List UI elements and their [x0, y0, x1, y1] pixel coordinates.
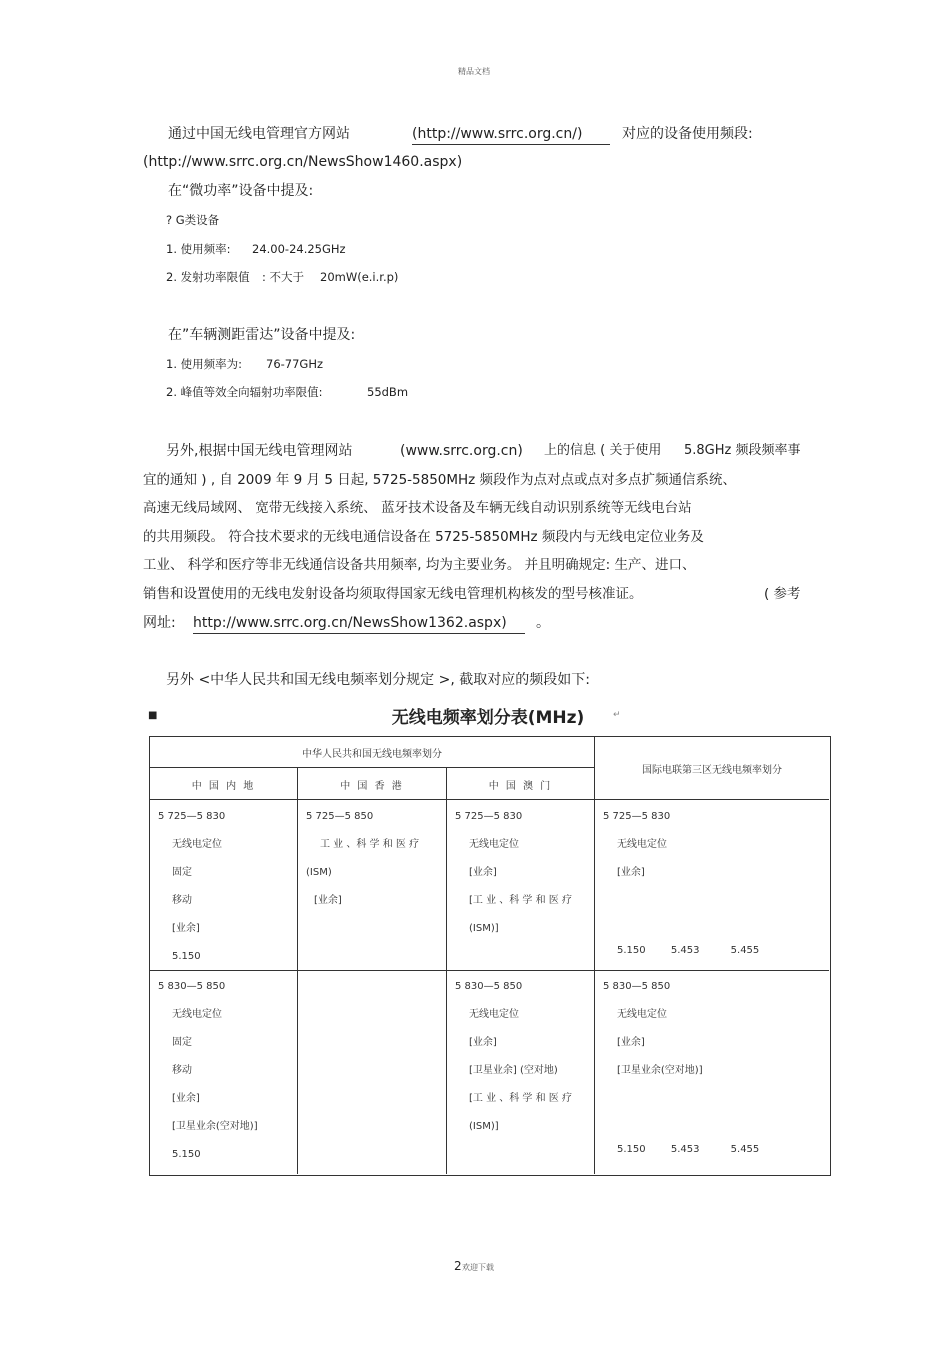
col-header-mainland: 中 国 内 地	[191, 781, 256, 792]
para2-l7a: 网址:	[143, 615, 176, 631]
radar-item2-value: 55dBm	[367, 385, 409, 399]
micro-item1-label: 1. 使用频率:	[166, 242, 231, 256]
header-label: 精品文档	[458, 67, 490, 76]
para2-l5: 工业、 科学和医疗等非无线通信设备共用频率, 均为主要业务。 并且明确规定: 生产、进口、	[143, 557, 696, 573]
para2-url: http://www.srrc.org.cn/NewsShow1362.aspx)	[193, 613, 525, 634]
para1-suffix: 对应的设备使用频段:	[622, 126, 753, 142]
micro-item1-value: 24.00-24.25GHz	[252, 242, 346, 256]
table-title: 无线电频率划分表(MHz)	[391, 708, 585, 728]
r1-itu: 5 725—5 830 无线电定位 [业余]	[603, 811, 671, 878]
para1-url1: (http://www.srrc.org.cn/)	[412, 124, 610, 145]
r2-itu-foot: 5.150 5.453 5.455	[617, 1144, 760, 1155]
micro-item2-mid: : 不大于	[262, 270, 305, 284]
r1-macau: 5 725—5 830 无线电定位 [业余] [工 业 、科 学 和 医 疗 (ISM)]	[455, 811, 572, 934]
para2-l1b: (www.srrc.org.cn)	[400, 443, 523, 459]
r1-hongkong: 5 725—5 850 工 业 、科 学 和 医 疗 (ISM) [业余]	[306, 811, 420, 906]
para2-l6a: 销售和设置使用的无线电发射设备均须取得国家无线电管理机构核发的型号核准证。	[143, 586, 643, 602]
footer-label: 欢迎下载	[462, 1263, 494, 1272]
r2-itu: 5 830—5 850 无线电定位 [业余] [卫星业余(空对地)]	[603, 981, 703, 1076]
r1-itu-foot: 5.150 5.453 5.455	[617, 945, 760, 956]
r1-mainland: 5 725—5 830 无线电定位 固定 移动 [业余] 5.150	[158, 811, 226, 962]
r2-macau: 5 830—5 850 无线电定位 [业余] [卫星业余] (空对地) [工 业 、科 学 和 医 疗 (ISM)]	[455, 981, 572, 1132]
para2-l2: 宜的通知 ) , 自 2009 年 9 月 5 日起, 5725-5850MHz 频段作为点对点或点对多点扩频通信系统、	[143, 472, 737, 488]
para1-url2: (http://www.srrc.org.cn/NewsShow1460.aspx)	[143, 154, 463, 170]
para2-l1c: 上的信息 ( 关于使用	[544, 443, 662, 458]
para1-prefix: 通过中国无线电管理官方网站	[168, 126, 350, 142]
para-mark-icon: ↵	[613, 710, 621, 720]
table-grid	[149, 736, 831, 1176]
micro-item2-label: 2. 发射功率限值	[166, 270, 250, 284]
radar-heading: 在”车辆测距雷达”设备中提及:	[168, 327, 356, 343]
para2-l3: 高速无线局域网、 宽带无线接入系统、 蓝牙技术设备及车辆无线自动识别系统等无线电台站	[143, 500, 692, 516]
para2-l4: 的共用频段。 符合技术要求的无线电通信设备在 5725-5850MHz 频段内与无线电定位业务及	[143, 529, 704, 545]
micro-heading: 在“微功率”设备中提及:	[168, 183, 314, 199]
col-header-macau: 中 国 澳 门	[488, 781, 553, 792]
bullet-icon: ■	[148, 710, 158, 721]
radar-item2-label: 2. 峰值等效全向辐射功率限值:	[166, 385, 323, 399]
group-header: 中华人民共和国无线电频率划分	[302, 749, 442, 760]
para2-l6b: ( 参考	[764, 586, 801, 602]
radar-item1-value: 76-77GHz	[266, 357, 324, 371]
para2-l1d: 5.8GHz 频段频率事	[684, 443, 801, 458]
frequency-allocation-table	[143, 702, 833, 1180]
micro-class: ? G类设备	[166, 213, 220, 227]
r2-mainland: 5 830—5 850 无线电定位 固定 移动 [业余] [卫星业余(空对地)] 5.150	[158, 981, 258, 1160]
para2-l7c: 。	[536, 615, 550, 631]
radar-item1-label: 1. 使用频率为:	[166, 357, 243, 371]
col-header-hongkong: 中 国 香 港	[340, 781, 404, 792]
para2-l1a: 另外,根据中国无线电管理网站	[166, 443, 353, 459]
itu-header: 国际电联第三区无线电频率划分	[642, 765, 782, 776]
micro-item2-value: 20mW(e.i.r.p)	[320, 270, 399, 284]
para3-text: 另外 <中华人民共和国无线电频率划分规定 >, 截取对应的频段如下:	[166, 672, 590, 688]
footer-page-number: 2	[454, 1259, 462, 1273]
